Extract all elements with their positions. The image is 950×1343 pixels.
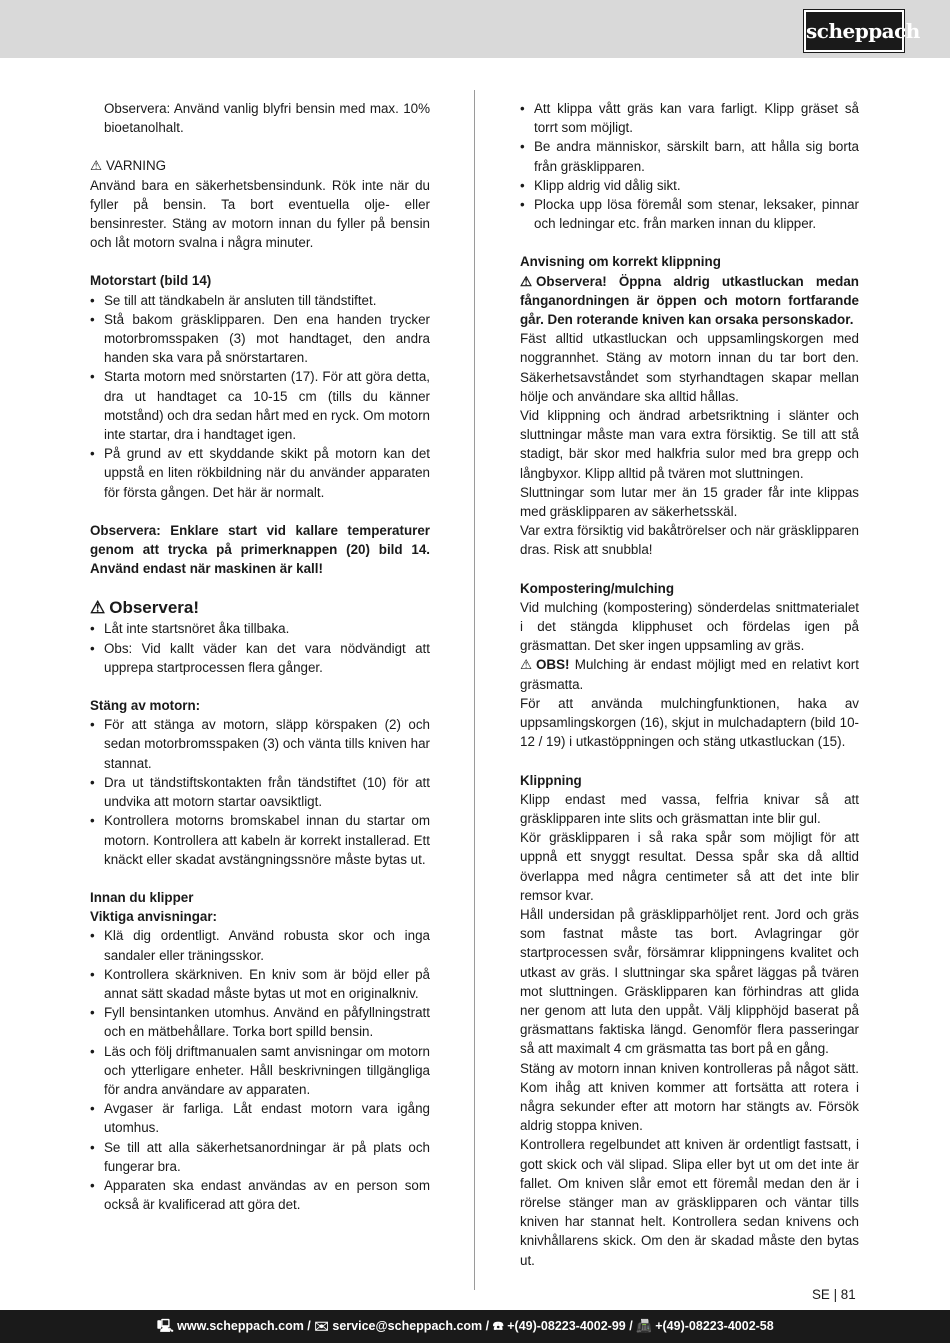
warning-icon: ⚠ [520,273,533,289]
warning-text: Använd bara en säkerhetsbensindunk. Rök inte när du fyller på bensin. Ta bort eventuella olje- eller bensinrester. Stäng av motorn innan du fyller på bensin och låt motorn svalna i några minuter. [90,177,430,251]
left-column [90,99,430,1214]
mulch-obs: ⚠ OBS! Mulching är endast möjligt med en relativt kort gräsmatta. [520,657,859,692]
motorstart-heading: Motorstart (bild 14) [90,273,212,289]
list-item: • Att klippa vått gräs kan vara farligt. Klipp gräset så torrt som möjligt. [520,99,859,137]
computer-icon: 🖳 [157,1319,174,1333]
list-item: • Apparaten ska endast användas av en person som också är kvalificerad att göra det. [90,1176,430,1214]
primer-note: Observera: Enklare start vid kallare temperaturer genom att trycka på primerknappen (20) bild 14. Använd endast när maskinen är kall! [90,522,430,577]
before-list [90,926,430,1214]
stop-heading: Stäng av motorn: [90,698,201,714]
page-number: SE | 81 [812,1287,856,1302]
list-item: • Se till att tändkabeln är ansluten till tändstiftet. [90,291,430,310]
list-item: • För att stänga av motorn, släpp körspaken (2) och sedan motorbromsspaken (3) och vänta tills kniven har stannat. [90,715,430,773]
fax-icon: 📠 [636,1319,652,1333]
list-item: • Stå bakom gräsklipparen. Den ena handen trycker motorbromsspaken (3) mot handtaget, den andra handen ska vara på snörstartaren. [90,310,430,368]
header-bar [0,0,950,58]
phone-icon: ☎ [492,1319,504,1333]
slope-text-2: Sluttningar som lutar mer än 15 grader får inte klippas med gräsklipparen av säkerhetsskäl. [520,484,859,520]
correct-cutting-heading: Anvisning om korrekt klippning [520,254,721,270]
motorstart-list [90,291,430,502]
list-item: • Dra ut tändstiftskontakten från tändstiftet (10) för att undvika att motorn startar oavsiktligt. [90,773,430,811]
list-item: • Klä dig ordentligt. Använd robusta skor och inga sandaler eller träningsskor. [90,926,430,964]
right-column [520,99,859,1270]
list-item: • Kontrollera motorns bromskabel innan du startar om motorn. Kontrollera att kabeln är korrekt installerad. Ett knäckt eller skadat avstängningssnöre måste bytas ut. [90,811,430,869]
list-item: • Obs: Vid kallt väder kan det vara nödvändigt att upprepa startprocessen flera gånger. [90,639,430,677]
cutting-paragraph: Håll undersidan på gräsklipparhöljet rent. Jord och gräs som fastnat måste tas bort. Avlagringar gör startprocessen svår, försämrar klippningens kvalitet och utkast av gräs. I sluttningar ska spåret läggas på tvären mot sluttningen. Gräsklipparen kan förhindras att glida ner genom att luta den uppåt. Välj klipphöjd baserat på gräsmattans faktiska längd. Genomför flera passeringar så att maximalt 4 cm gräsmatta tas bort på en gång. [520,906,859,1057]
slope-text-3: Var extra försiktig vid bakåtrörelser och när gräsklipparen dras. Risk att snubbla! [520,523,859,558]
before-subheading: Viktiga anvisningar: [90,909,218,925]
list-item: • Be andra människor, särskilt barn, att hålla sig borta från gräsklipparen. [520,137,859,175]
list-item: • Plocka upp lösa föremål som stenar, leksaker, pinnar och ledningar etc. från marken innan du klipper. [520,195,859,233]
observera-list [90,619,430,677]
list-item: • Starta motorn med snörstarten (17). För att göra detta, dra ut handtaget ca 10-15 cm (tills du känner motstånd) och dra sedan hårt med en ryck. Om motorn inte startar, dra i handtaget igen. [90,367,430,444]
email-icon: ✉ [314,1319,329,1333]
warning-icon: ⚠ [520,657,533,673]
list-item: • Låt inte startsnöret åka tillbaka. [90,619,430,638]
stop-list [90,715,430,869]
footer-fax: +(49)-08223-4002-58 [655,1319,774,1333]
cutting-paragraph: Kör gräsklipparen i så raka spår som möjligt för att uppnå ett snyggt resultat. Dessa spår ska då alltid överlappa med några centimeter så att det inte blir remsor kvar. [520,830,859,903]
list-item: • Avgaser är farliga. Låt endast motorn vara igång utomhus. [90,1099,430,1137]
list-item: • Kontrollera skärkniven. En kniv som är böjd eller på annat sätt skadad måste bytas ut mot en originalkniv. [90,965,430,1003]
slope-text: Vid klippning och ändrad arbetsriktning i slänter och sluttningar måste man vara extra försiktig. Se till att stå stadigt, bär skor med halkfria sulor med bra grepp och långbyxor. Klipp alltid på tvären mot sluttningen. [520,408,859,481]
warning-icon: ⚠ [90,158,103,174]
column-divider [474,90,475,1290]
list-item: • Fyll bensintanken utomhus. Använd en påfyllningstratt och en mätbehållare. Torka bort spilld bensin. [90,1003,430,1041]
cutting-paragraph: Stäng av motorn innan kniven kontrolleras på något sätt. Kom ihåg att kniven kommer att fortsätta att rotera i några sekunder efter att motorn har stängts av. Försök aldrig stoppa kniven. [520,1060,859,1134]
list-item: • Klipp aldrig vid dålig sikt. [520,176,859,195]
warning-icon: ⚠ [90,598,106,618]
footer-bar [0,1310,950,1343]
cutting-heading: Klippning [520,772,582,788]
cutting-paragraph: Kontrollera regelbundet att kniven är ordentligt fastsatt, i gott skick och väl slipad. Slipa eller byt ut om det inte är fallet. Om kniven slår emot ett föremål medan den är i rörelse stänger man av gräsklipparen och väntar tills kniven har stannat helt. Kontrollera sedan knivens och knivhållarens skick. Om den är skadad måste den bytas ut. [520,1137,859,1268]
list-item: • Se till att alla säkerhetsanordningar är på plats och fungerar bra. [90,1138,430,1176]
list-item: • Läs och följ driftmanualen samt anvisningar om motorn och ytterligare enheter. Håll beskrivningen tillgängliga för andra användare av apparaten. [90,1042,430,1100]
mulch-text: Vid mulching (kompostering) sönderdelas snittmaterialet i det stängda klipphuset och fördelas igen på gräsmattan. Det sker ingen uppsamling av gräs. [520,599,859,654]
scheppach-logo: scheppach [804,10,904,52]
correct-warning: ⚠ Observera! Öppna aldrig utkastluckan medan fånganordningen är öppen och motorn fortfarande går. Den roterande kniven kan orsaka personskador. [520,273,859,328]
list-item: • På grund av ett skyddande skikt på motorn kan det uppstå en liten rökbildning när du använder apparaten för första gången. Det här är normalt. [90,444,430,502]
cutting-paragraph: Klipp endast med vassa, felfria knivar så att gräsklipparen inte slits och gräsmattan inte blir gul. [520,791,859,826]
mulch-text-2: För att använda mulchingfunktionen, haka av uppsamlingskorgen (16), skjut in mulchadaptern (bild 10-12 / 19) i utkastöppningen och stäng utkastluckan (15). [520,695,859,750]
correct-text: Fäst alltid utkastluckan och uppsamlingskorgen med noggrannhet. Stäng av motorn innan du tar bort den. Säkerhetsavståndet som styrhandtagen skapar mellan hölje och användare ska alltid hållas. [520,331,859,404]
footer-phone: +(49)-08223-4002-99 / [507,1319,633,1333]
footer-web-link[interactable]: www.scheppach.com / [177,1319,311,1333]
fuel-note: Observera: Använd vanlig blyfri bensin med max. 10% bioetanolhalt. [104,101,430,136]
before-heading: Innan du klipper [90,889,194,905]
warning-title: ⚠ VARNING [90,156,430,175]
footer-email-link[interactable]: service@scheppach.com / [332,1319,490,1333]
safety-list [520,99,859,233]
observera-heading: ⚠ Observera! [90,598,200,618]
mulch-heading: Kompostering/mulching [520,580,674,596]
